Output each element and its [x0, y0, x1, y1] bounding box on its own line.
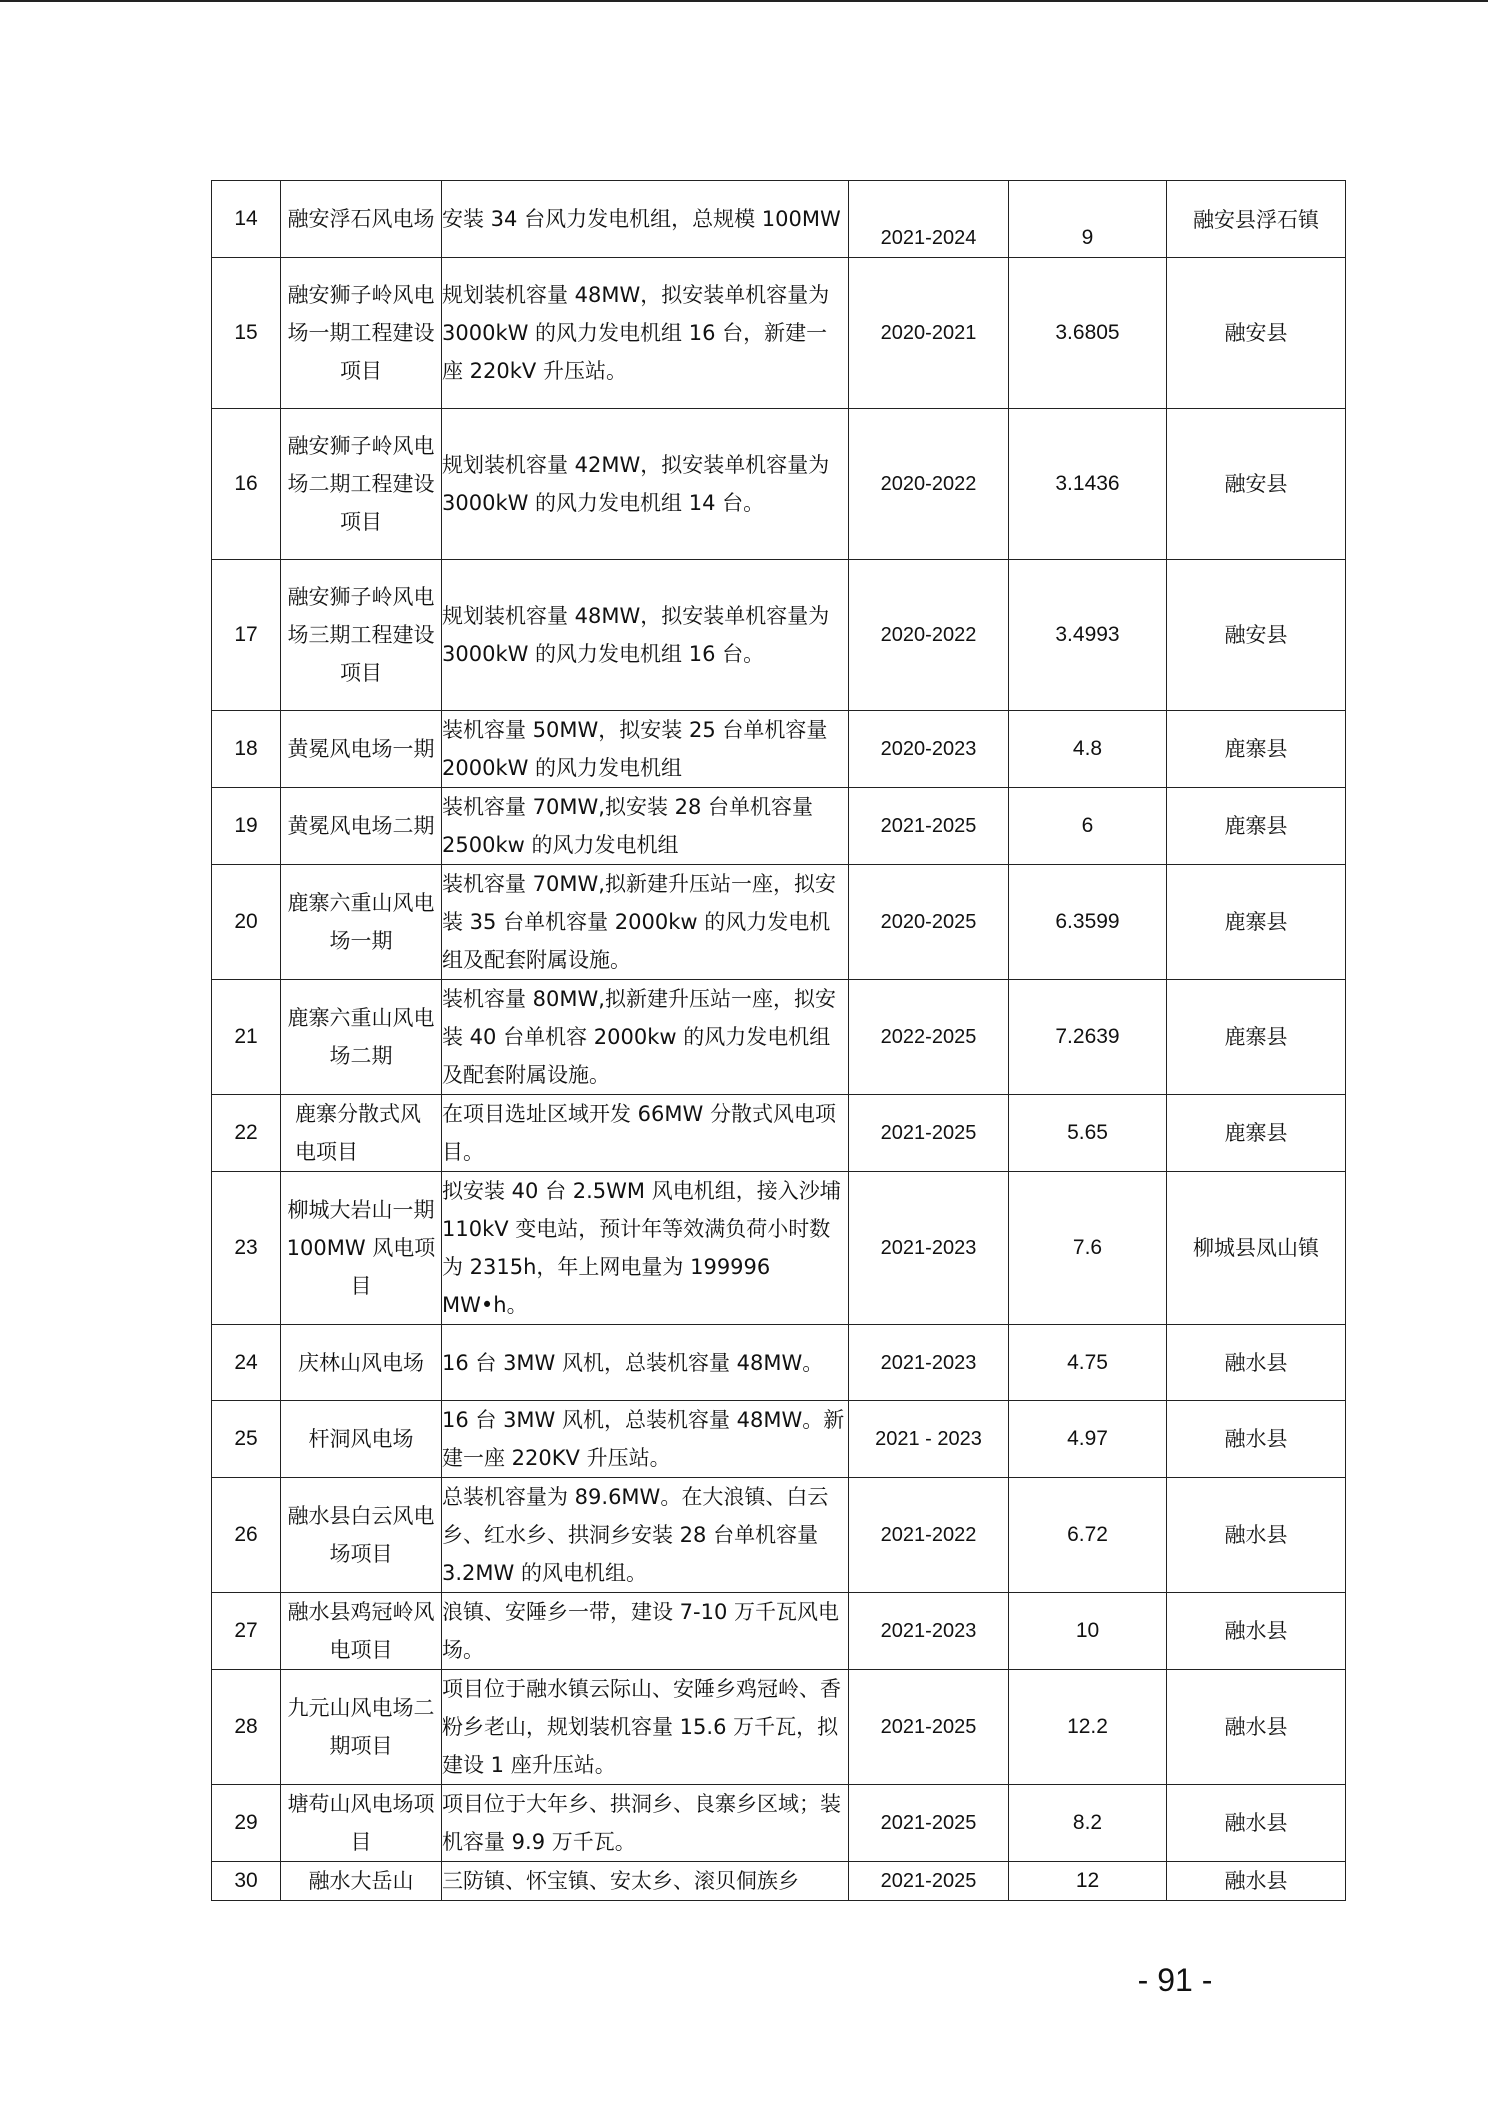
- project-content: 16 台 3MW 风机，总装机容量 48MW。新建一座 220KV 升压站。: [442, 1401, 849, 1478]
- project-content: 装机容量 70MW,拟新建升压站一座，拟安装 35 台单机容量 2000kw 的风力发电机组及配套附属设施。: [442, 865, 849, 980]
- row-number: 24: [212, 1325, 281, 1401]
- investment-amount: 10: [1009, 1593, 1167, 1670]
- project-location: 鹿寨县: [1167, 788, 1346, 865]
- project-location: 融水县: [1167, 1670, 1346, 1785]
- project-name: 杆洞风电场: [281, 1401, 442, 1478]
- investment-amount: 5.65: [1009, 1095, 1167, 1172]
- project-content: 16 台 3MW 风机，总装机容量 48MW。: [442, 1325, 849, 1401]
- investment-amount: 3.1436: [1009, 409, 1167, 560]
- project-name: 融安狮子岭风电场二期工程建设项目: [281, 409, 442, 560]
- construction-period: 2021-2023: [849, 1593, 1009, 1670]
- table-row: [212, 1401, 1346, 1478]
- table-row: [212, 1593, 1346, 1670]
- investment-amount: 7.2639: [1009, 980, 1167, 1095]
- construction-period: 2020-2021: [849, 258, 1009, 409]
- project-name: 九元山风电场二期项目: [281, 1670, 442, 1785]
- row-number: 21: [212, 980, 281, 1095]
- table-row: [212, 409, 1346, 560]
- row-number: 22: [212, 1095, 281, 1172]
- project-name: 塘苟山风电场项目: [281, 1785, 442, 1862]
- project-location: 融水县: [1167, 1401, 1346, 1478]
- project-content: 装机容量 80MW,拟新建升压站一座，拟安装 40 台单机容 2000kw 的风力发电机组及配套附属设施。: [442, 980, 849, 1095]
- construction-period: 2020-2025: [849, 865, 1009, 980]
- project-location: 融安县浮石镇: [1167, 181, 1346, 258]
- project-name: 融安浮石风电场: [281, 181, 442, 258]
- project-name: 庆林山风电场: [281, 1325, 442, 1401]
- construction-period: 2021-2023: [849, 1325, 1009, 1401]
- top-border-line: [0, 0, 1488, 2]
- project-name: 融水县鸡冠岭风电项目: [281, 1593, 442, 1670]
- table-row: [212, 1325, 1346, 1401]
- investment-amount: 8.2: [1009, 1785, 1167, 1862]
- table-row: [212, 560, 1346, 711]
- construction-period: 2021-2025: [849, 1670, 1009, 1785]
- table-row: [212, 1670, 1346, 1785]
- row-number: 18: [212, 711, 281, 788]
- row-number: 20: [212, 865, 281, 980]
- project-location: 融水县: [1167, 1478, 1346, 1593]
- construction-period: 2021 - 2023: [849, 1401, 1009, 1478]
- project-name: 柳城大岩山一期 100MW 风电项目: [281, 1172, 442, 1325]
- table-row: [212, 865, 1346, 980]
- investment-amount: 3.6805: [1009, 258, 1167, 409]
- project-content: 安装 34 台风力发电机组，总规模 100MW: [442, 181, 849, 258]
- project-content: 三防镇、怀宝镇、安太乡、滚贝侗族乡: [442, 1862, 849, 1901]
- table-row: [212, 1862, 1346, 1901]
- project-name: 融安狮子岭风电场三期工程建设项目: [281, 560, 442, 711]
- page-number: - 91 -: [1137, 1962, 1213, 1998]
- investment-amount: 7.6: [1009, 1172, 1167, 1325]
- table-row: [212, 258, 1346, 409]
- project-name: 黄冕风电场二期: [281, 788, 442, 865]
- construction-period: 2020-2023: [849, 711, 1009, 788]
- project-content: 在项目选址区域开发 66MW 分散式风电项目。: [442, 1095, 849, 1172]
- investment-amount: 6: [1009, 788, 1167, 865]
- table-row: [212, 1172, 1346, 1325]
- investment-amount: 4.75: [1009, 1325, 1167, 1401]
- project-location: 柳城县凤山镇: [1167, 1172, 1346, 1325]
- construction-period: 2021-2025: [849, 1095, 1009, 1172]
- table-row: [212, 788, 1346, 865]
- project-content: 项目位于融水镇云际山、安陲乡鸡冠岭、香粉乡老山，规划装机容量 15.6 万千瓦，拟建设 1 座升压站。: [442, 1670, 849, 1785]
- project-location: 融水县: [1167, 1593, 1346, 1670]
- project-name: 融水大岳山: [281, 1862, 442, 1901]
- construction-period: 2021-2023: [849, 1172, 1009, 1325]
- project-name: 鹿寨六重山风电场二期: [281, 980, 442, 1095]
- row-number: 27: [212, 1593, 281, 1670]
- table-row: [212, 711, 1346, 788]
- project-location: 鹿寨县: [1167, 711, 1346, 788]
- investment-amount: 9: [1009, 181, 1167, 258]
- row-number: 17: [212, 560, 281, 711]
- project-location: 融水县: [1167, 1325, 1346, 1401]
- construction-period: 2021-2025: [849, 1785, 1009, 1862]
- investment-amount: 4.97: [1009, 1401, 1167, 1478]
- row-number: 15: [212, 258, 281, 409]
- investment-amount: 6.3599: [1009, 865, 1167, 980]
- wind-project-table: [211, 180, 1346, 1901]
- investment-amount: 12: [1009, 1862, 1167, 1901]
- project-location: 融水县: [1167, 1862, 1346, 1901]
- construction-period: 2021-2022: [849, 1478, 1009, 1593]
- investment-amount: 4.8: [1009, 711, 1167, 788]
- project-content: 拟安装 40 台 2.5WM 风电机组，接入沙埔 110kV 变电站，预计年等效满负荷小时数为 2315h，年上网电量为 199996 MW•h。: [442, 1172, 849, 1325]
- construction-period: 2020-2022: [849, 409, 1009, 560]
- table-row: [212, 1785, 1346, 1862]
- project-location: 融水县: [1167, 1785, 1346, 1862]
- project-name: 鹿寨分散式风电项目: [281, 1095, 442, 1172]
- project-location: 融安县: [1167, 409, 1346, 560]
- row-number: 19: [212, 788, 281, 865]
- project-name: 融水县白云风电场项目: [281, 1478, 442, 1593]
- table-row: [212, 1095, 1346, 1172]
- project-content: 装机容量 70MW,拟安装 28 台单机容量 2500kw 的风力发电机组: [442, 788, 849, 865]
- project-location: 鹿寨县: [1167, 1095, 1346, 1172]
- investment-amount: 6.72: [1009, 1478, 1167, 1593]
- project-location: 鹿寨县: [1167, 865, 1346, 980]
- project-name: 鹿寨六重山风电场一期: [281, 865, 442, 980]
- project-content: 规划装机容量 48MW，拟安装单机容量为 3000kW 的风力发电机组 16 台，新建一座 220kV 升压站。: [442, 258, 849, 409]
- table-row: [212, 181, 1346, 258]
- row-number: 29: [212, 1785, 281, 1862]
- project-name: 融安狮子岭风电场一期工程建设项目: [281, 258, 442, 409]
- project-content: 规划装机容量 42MW，拟安装单机容量为 3000kW 的风力发电机组 14 台。: [442, 409, 849, 560]
- row-number: 26: [212, 1478, 281, 1593]
- row-number: 16: [212, 409, 281, 560]
- row-number: 28: [212, 1670, 281, 1785]
- investment-amount: 3.4993: [1009, 560, 1167, 711]
- project-content: 规划装机容量 48MW，拟安装单机容量为 3000kW 的风力发电机组 16 台。: [442, 560, 849, 711]
- project-content: 项目位于大年乡、拱洞乡、良寨乡区域；装机容量 9.9 万千瓦。: [442, 1785, 849, 1862]
- construction-period: 2021-2025: [849, 788, 1009, 865]
- project-location: 融安县: [1167, 258, 1346, 409]
- table-row: [212, 1478, 1346, 1593]
- project-location: 融安县: [1167, 560, 1346, 711]
- project-content: 浪镇、安陲乡一带，建设 7-10 万千瓦风电场。: [442, 1593, 849, 1670]
- investment-amount: 12.2: [1009, 1670, 1167, 1785]
- construction-period: 2020-2022: [849, 560, 1009, 711]
- table-row: [212, 980, 1346, 1095]
- construction-period: 2021-2025: [849, 1862, 1009, 1901]
- row-number: 25: [212, 1401, 281, 1478]
- project-name: 黄冕风电场一期: [281, 711, 442, 788]
- row-number: 14: [212, 181, 281, 258]
- row-number: 23: [212, 1172, 281, 1325]
- project-location: 鹿寨县: [1167, 980, 1346, 1095]
- row-number: 30: [212, 1862, 281, 1901]
- project-content: 总装机容量为 89.6MW。在大浪镇、白云乡、红水乡、拱洞乡安装 28 台单机容量 3.2MW 的风电机组。: [442, 1478, 849, 1593]
- construction-period: 2021-2024: [849, 181, 1009, 258]
- project-content: 装机容量 50MW，拟安装 25 台单机容量 2000kW 的风力发电机组: [442, 711, 849, 788]
- construction-period: 2022-2025: [849, 980, 1009, 1095]
